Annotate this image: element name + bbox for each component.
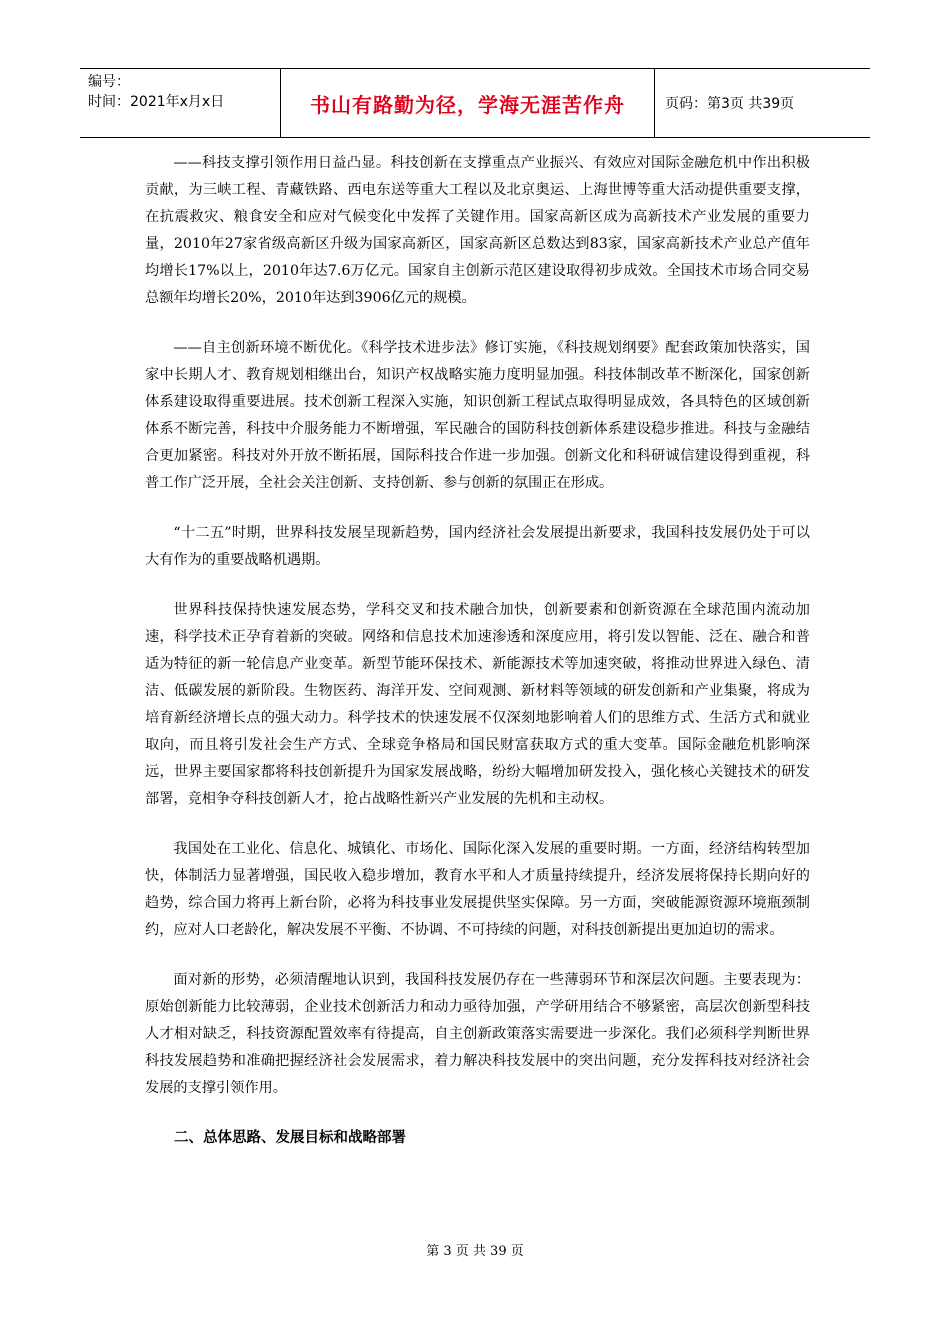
document-body xyxy=(145,150,810,1152)
document-date: 时间：2021年x月x日 xyxy=(88,94,225,110)
document-number-label: 编号： xyxy=(88,74,130,90)
header-page-info: 页码：第3页 共39页 xyxy=(665,96,795,112)
section-heading: 二、总体思路、发展目标和战略部署 xyxy=(174,1130,406,1146)
page-header xyxy=(80,68,870,138)
paragraph: “十二五”时期，世界科技发展呈现新趋势，国内经济社会发展提出新要求，我国科技发展仍处于可以大有作为的重要战略机遇期。 xyxy=(145,525,810,568)
paragraph: ——科技支撑引领作用日益凸显。科技创新在支撑重点产业振兴、有效应对国际金融危机中作出积极贡献，为三峡工程、青藏铁路、西电东送等重大工程以及北京奥运、上海世博等重大活动提供重要支撑，在抗震救灾、粮食安全和应对气候变化中发挥了关键作用。国家高新区成为高新技术产业发展的重要力量，2010年27家省级高新区升级为国家高新区，国家高新区总数达到83家，国家高新技术产业总产值年均增长17%以上，2010年达7.6万亿元。国家自主创新示范区建设取得初步成效。全国技术市场合同交易总额年均增长20%，2010年达到3906亿元的规模。 xyxy=(145,155,810,306)
header-motto: 书山有路勤为径，学海无涯苦作舟 xyxy=(281,69,655,137)
paragraph: 我国处在工业化、信息化、城镇化、市场化、国际化深入发展的重要时期。一方面，经济结构转型加快，体制活力显著增强，国民收入稳步增加，教育水平和人才质量持续提升，经济发展将保持长期向好的趋势，综合国力将再上新台阶，必将为科技事业发展提供坚实保障。另一方面，突破能源资源环境瓶颈制约，应对人口老龄化，解决发展不平衡、不协调、不可持续的问题，对科技创新提出更加迫切的需求。 xyxy=(145,841,810,938)
paragraph: 面对新的形势，必须清醒地认识到，我国科技发展仍存在一些薄弱环节和深层次问题。主要表现为：原始创新能力比较薄弱，企业技术创新活力和动力亟待加强，产学研用结合不够紧密，高层次创新型科技人才相对缺乏，科技资源配置效率有待提高，自主创新政策落实需要进一步深化。我们必须科学判断世界科技发展趋势和准确把握经济社会发展需求，着力解决科技发展中的突出问题，充分发挥科技对经济社会发展的支撑引领作用。 xyxy=(145,972,810,1096)
header-meta xyxy=(80,69,281,137)
paragraph: ——自主创新环境不断优化。《科学技术进步法》修订实施，《科技规划纲要》配套政策加快落实，国家中长期人才、教育规划相继出台，知识产权战略实施力度明显加强。科技体制改革不断深化，国家创新体系建设取得重要进展。技术创新工程深入实施，知识创新工程试点取得明显成效，各具特色的区域创新体系不断完善，科技中介服务能力不断增强，军民融合的国防科技创新体系建设稳步推进。科技与金融结合更加紧密。科技对外开放不断拓展，国际科技合作进一步加强。创新文化和科研诚信建设得到重视，科普工作广泛开展，全社会关注创新、支持创新、参与创新的氛围正在形成。 xyxy=(145,340,810,491)
page-footer: 第 3 页 共 39 页 xyxy=(426,1244,524,1259)
paragraph: 世界科技保持快速发展态势，学科交叉和技术融合加快，创新要素和创新资源在全球范围内流动加速，科学技术正孕育着新的突破。网络和信息技术加速渗透和深度应用，将引发以智能、泛在、融合和普适为特征的新一轮信息产业变革。新型节能环保技术、新能源技术等加速突破，将推动世界进入绿色、清洁、低碳发展的新阶段。生物医药、海洋开发、空间观测、新材料等领域的研发创新和产业集聚，将成为培育新经济增长点的强大动力。科学技术的快速发展不仅深刻地影响着人们的思维方式、生活方式和就业取向，而且将引发社会生产方式、全球竞争格局和国民财富获取方式的重大变革。国际金融危机影响深远，世界主要国家都将科技创新提升为国家发展战略，纷纷大幅增加研发投入，强化核心关键技术的研发部署，竞相争夺科技创新人才，抢占战略性新兴产业发展的先机和主动权。 xyxy=(145,602,810,807)
